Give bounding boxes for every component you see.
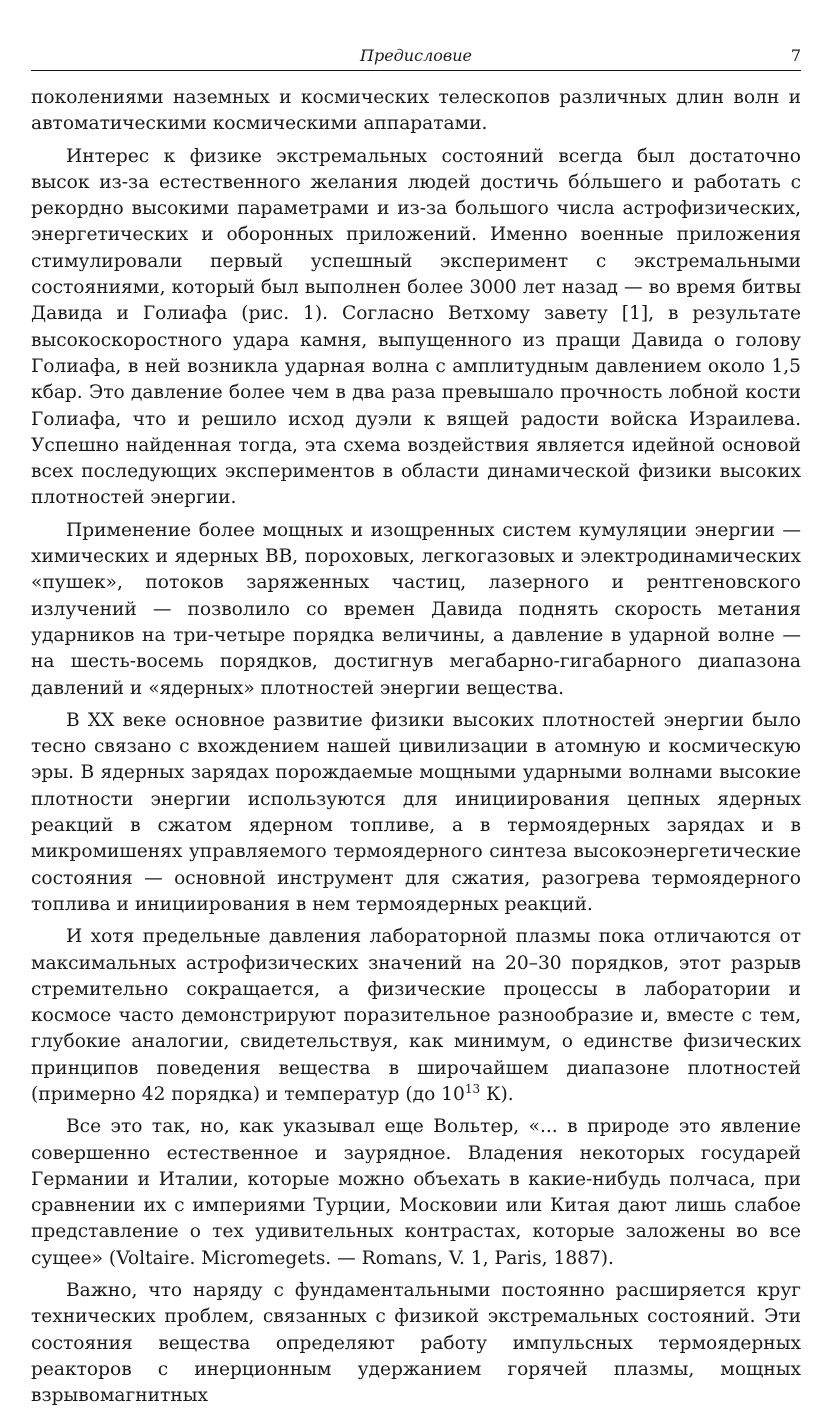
paragraph-extreme-states-interest: Интерес к физике экстремальных состояний всегда был достаточно высок из-за естественного желания людей достичь бо́льшего и работать с рекордно высокими параметрами и из-за большого числа астрофизических, энергетических и оборонных приложений. Именно военные приложения стимулировали первый успешный эксперимент с экстремальными состояниями, который был выполнен более 3000 лет назад — во время битвы Давида и Голиафа (рис. 1). Согласно Ветхому завету [1], в результате высокоскоростного удара камня, выпущенного из пращи Давида о голову Голиафа, в ней возникла ударная волна с амплитудным давлением около 1,5 кбар. Это давление более чем в два раза превышало прочность лобной кости Голиафа, что и решило исход дуэли к вящей радости войска Израилева. Успешно найденная тогда, эта схема воздействия является идейной основой всех последующих экспериментов в области динамической физики высоких плотностей энергии. xyxy=(31,145,801,509)
paragraph-laboratory-plasma-text: И хотя предельные давления лабораторной плазмы пока отличаются от максимальных астрофизических значений на 20–30 порядков, этот разрыв стремительно сокращается, а физические процессы в лаборатории и космосе часто демонстрируют поразительное разнообразие и, вместе с тем, глубокие аналогии, свидетельствуя, как минимум, о единстве физических принципов поведения вещества в широчайшем диапазоне плотностей (примерно 42 порядка) и температур (до 10 xyxy=(31,926,801,1105)
paragraph-voltaire-quote: Все это так, но, как указывал еще Вольтер, «... в природе это явление совершенно естественное и заурядное. Владения некоторых государей Германии и Италии, которые можно объехать в какие-нибудь полчаса, при сравнении их с империями Турции, Московии или Китая дают лишь слабое представление о тех удивительных контрастах, которые заложены во все сущее» (Voltaire. Micromegets. — Romans, V. 1, Paris, 1887). xyxy=(31,1116,801,1269)
page-number: 7 xyxy=(790,46,801,65)
paragraph-laboratory-plasma xyxy=(31,924,801,1108)
paragraph-continuation: поколениями наземных и космических телескопов различных длин волн и автоматическими космическими аппаратами. xyxy=(31,87,801,135)
paragraph-technical-problems: Важно, что наряду с фундаментальными постоянно расширяется круг технических проблем, связанных с физикой экстремальных состояний. Эти состояния вещества определяют работу импульсных термоядерных реакторов с инерционным удержанием горячей плазмы, мощных взрывомагнитных xyxy=(31,1280,801,1407)
running-title: Предисловие xyxy=(360,46,472,65)
paragraph-energy-cumulation: Применение более мощных и изощренных систем кумуляции энергии — химических и ядерных ВВ, пороховых, легкогазовых и электродинамических «пушек», потоков заряженных частиц, лазерного и рентгеновского излучений — позволило со времен Давида поднять скорость метания ударников на три-четыре порядка величины, а давление в ударной волне — на шесть-восемь порядков, достигнув мегабарно-гигабарного диапазона давлений и «ядерных» плотностей энергии вещества. xyxy=(31,519,801,699)
running-header xyxy=(31,44,801,71)
paragraph-twentieth-century: В XX веке основное развитие физики высоких плотностей энергии было тесно связано с вхождением нашей цивилизации в атомную и космическую эры. В ядерных зарядах порождаемые мощными ударными волнами высокие плотности энергии используются для инициирования цепных ядерных реакций в сжатом ядерном топливе, а в термоядерных зарядах и в микромишенях управляемого термоядерного синтеза высокоэнергетические состояния — основной инструмент для сжатия, разогрева термоядерного топлива и инициирования в нем термоядерных реакций. xyxy=(31,709,801,915)
paragraph-laboratory-plasma-tail: К). xyxy=(480,1083,514,1105)
temperature-exponent: 13 xyxy=(464,1081,481,1096)
main-text xyxy=(31,85,801,1416)
